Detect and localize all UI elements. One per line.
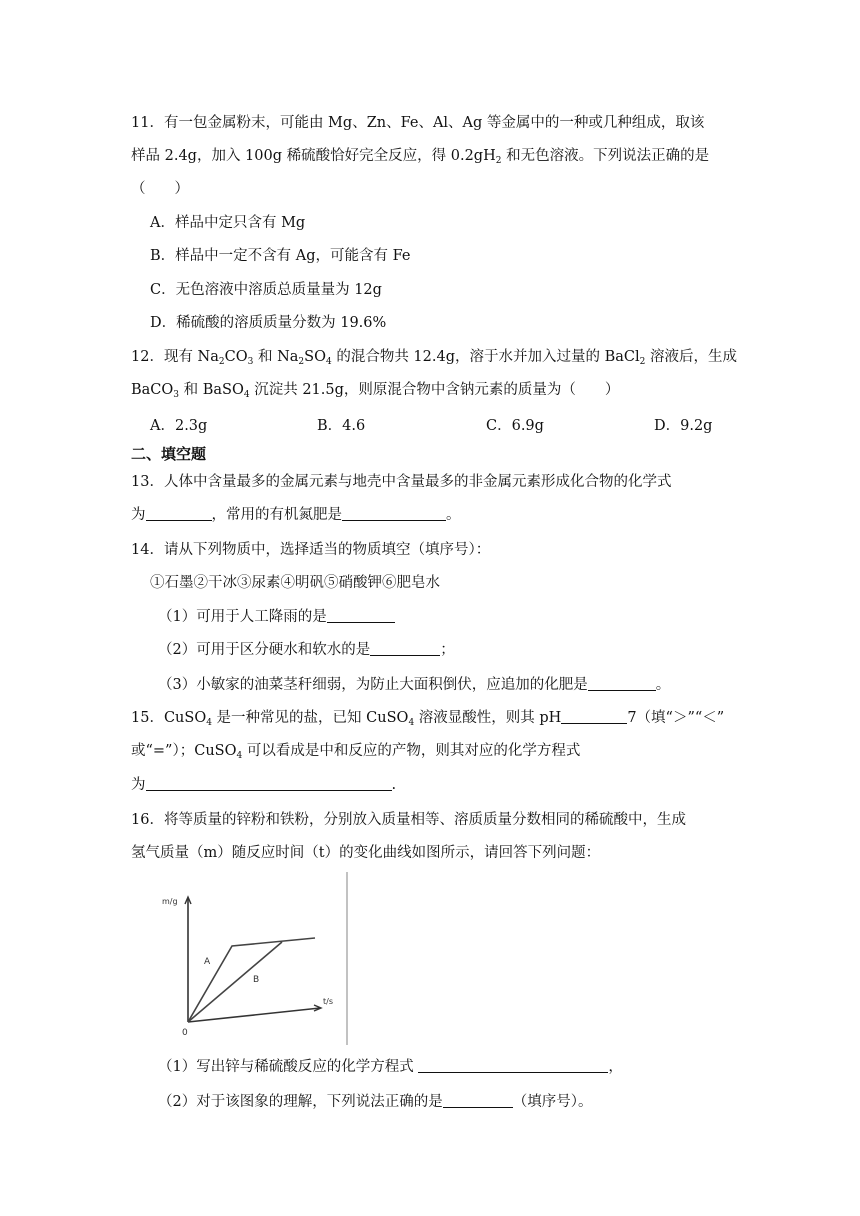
q13-text: ，常用的有机氮肥是 — [211, 507, 342, 523]
q14-sub2 — [158, 640, 455, 660]
q12-text: 溶液后，生成 — [645, 349, 737, 365]
q12-text: 和 BaSO — [179, 382, 244, 398]
q15-line2 — [131, 741, 580, 761]
q15-line1 — [131, 708, 724, 728]
q14-line1: 14．请从下列物质中，选择适当的物质填空（填序号）： — [131, 542, 491, 558]
q12-line1 — [131, 347, 737, 367]
curve-b — [188, 942, 282, 1022]
q12-text: CO — [224, 349, 248, 365]
q16-text: （填序号）。 — [512, 1094, 593, 1110]
q16-text: （2）对于该图象的理解，下列说法正确的是 — [158, 1094, 443, 1110]
reaction-graph-figure — [140, 870, 350, 1045]
q13-text: 。 — [446, 507, 461, 523]
q12-text: 和 Na — [253, 349, 299, 365]
q11-option-a: A．样品中定只含有 Mg — [150, 215, 306, 231]
q12-sub: 2 — [639, 357, 646, 367]
q12-option-d: D．9.2g — [654, 418, 713, 434]
curve-a-label: A — [204, 957, 211, 967]
q12-text: 沉淀共 21.5g，则原混合物中含钠元素的质量为（ ） — [249, 382, 620, 398]
q11-option-d: D．稀硫酸的溶质质量分数为 19.6% — [150, 315, 387, 331]
x-axis-label: t/s — [323, 997, 333, 1006]
q15-sub: 4 — [206, 718, 212, 728]
q12-sub: 2 — [218, 357, 225, 367]
q14-substance-list: ①石墨②干冰③尿素④明矾⑤硝酸钾⑥肥皂水 — [150, 575, 440, 591]
q14-text: （2）可用于区分硬水和软水的是 — [158, 642, 371, 658]
q14-text: （3）小敏家的油菜茎秆细弱，为防止大面积倒伏，应追加的化肥是 — [158, 677, 588, 693]
q11-line3: （ ） — [131, 181, 189, 197]
q14-text: 。 — [655, 677, 671, 693]
q13-line2 — [131, 505, 461, 525]
q11-line2-sub: 2 — [495, 156, 502, 166]
q15-text: 为 — [131, 777, 146, 793]
curve-a — [188, 938, 315, 1022]
q15-text: 可以看成是中和反应的产物，则其对应的化学方程式 — [242, 743, 581, 759]
q14-blank-3[interactable] — [588, 676, 656, 691]
q16-sub2 — [158, 1092, 592, 1112]
q15-text: 7（填“＞”“＜” — [627, 710, 725, 726]
q15-text: 或“=”）；CuSO — [131, 743, 237, 759]
q12-options — [0, 416, 860, 436]
q12-sub: 2 — [298, 357, 305, 367]
q14-blank-2[interactable] — [370, 641, 440, 656]
q15-text: . — [391, 777, 397, 793]
q12-sub: 4 — [243, 390, 250, 400]
q14-text: ； — [440, 642, 455, 658]
q15-line3 — [131, 775, 396, 795]
y-axis-label: m/g — [162, 897, 178, 906]
q12-text: BaCO — [131, 382, 174, 398]
q14-text: （1）可用于人工降雨的是 — [158, 609, 327, 625]
q15-text: 溶液显酸性，则其 pH — [414, 710, 562, 726]
curve-b-label: B — [253, 975, 260, 985]
q16-blank-choice[interactable] — [443, 1093, 513, 1108]
q15-blank-ph[interactable] — [561, 709, 627, 724]
q12-option-b: B．4.6 — [317, 418, 366, 434]
q16-text: ， — [608, 1059, 623, 1075]
q14-blank-1[interactable] — [327, 608, 395, 623]
q14-sub1 — [158, 607, 395, 627]
q14-sub3 — [158, 675, 670, 695]
q13-line1: 13．人体中含量最多的金属元素与地壳中含量最多的非金属元素形成化合物的化学式 — [131, 474, 672, 490]
q16-text: （1）写出锌与稀硫酸反应的化学方程式 — [158, 1059, 419, 1075]
q12-sub: 4 — [325, 357, 332, 367]
q16-blank-equation[interactable] — [418, 1058, 608, 1073]
q15-sub: 4 — [408, 718, 415, 728]
q15-sub: 4 — [236, 751, 243, 761]
q13-text: 为 — [131, 507, 146, 523]
q16-line1: 16．将等质量的锌粉和铁粉，分别放入质量相等、溶质质量分数相同的稀硫酸中，生成 — [131, 812, 686, 828]
q12-sub: 3 — [173, 390, 180, 400]
q12-text: SO — [304, 349, 326, 365]
x-axis — [188, 1008, 320, 1022]
q12-sub: 3 — [247, 357, 254, 367]
origin-label: 0 — [182, 1028, 188, 1038]
q11-option-c: C．无色溶液中溶质总质量量为 12g — [150, 282, 382, 298]
q13-blank-fertilizer[interactable] — [342, 506, 446, 521]
q15-blank-equation[interactable] — [146, 776, 392, 791]
q13-blank-formula[interactable] — [146, 506, 212, 521]
q11-line2 — [131, 146, 709, 166]
q16-line2: 氢气质量（m）随反应时间（t）的变化曲线如图所示，请回答下列问题： — [131, 845, 601, 861]
q11-line2-a: 样品 2.4g，加入 100g 稀硫酸恰好完全反应，得 0.2gH — [131, 148, 496, 164]
q12-text: 的混合物共 12.4g，溶于水并加入过量的 BaCl — [331, 349, 640, 365]
q12-option-a: A．2.3g — [150, 418, 208, 434]
q11-line1: 11．有一包金属粉末，可能由 Mg、Zn、Fe、Al、Ag 等金属中的一种或几种组成，取该 — [131, 115, 705, 131]
q12-text: 12．现有 Na — [131, 349, 219, 365]
q15-text: 15．CuSO — [131, 710, 207, 726]
section-heading-fill-in: 二、填空题 — [131, 445, 207, 463]
q15-text: 是一种常见的盐，已知 CuSO — [211, 710, 409, 726]
q11-line2-b: 和无色溶液。下列说法正确的是 — [501, 148, 710, 164]
q12-line2 — [131, 380, 619, 400]
q11-option-b: B．样品中一定不含有 Ag，可能含有 Fe — [150, 248, 411, 264]
q16-sub1 — [158, 1057, 623, 1077]
q12-option-c: C．6.9g — [486, 418, 544, 434]
